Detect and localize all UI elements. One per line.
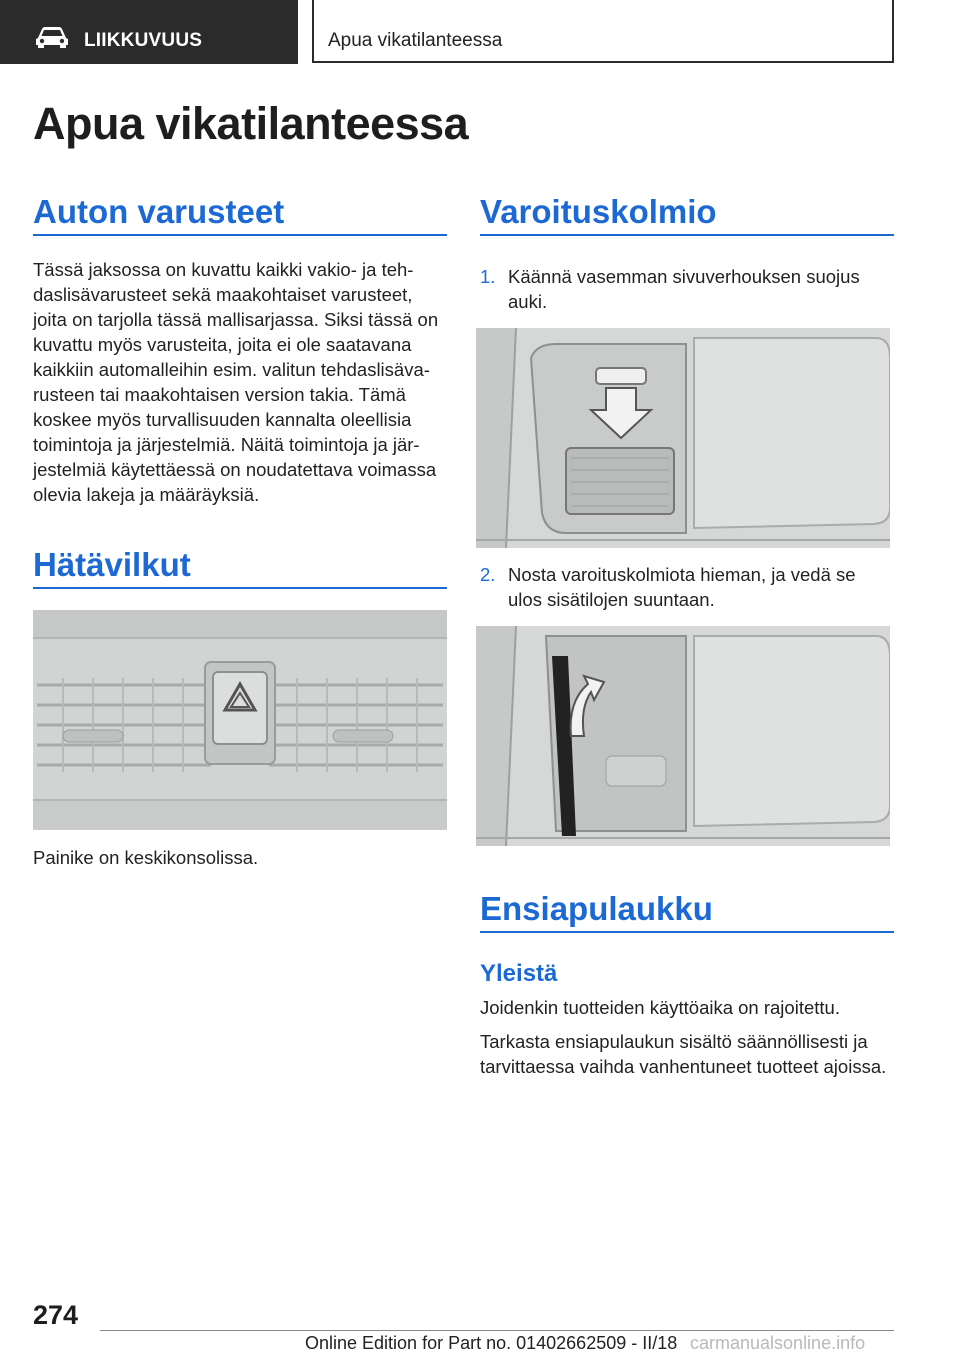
step-number: 2. bbox=[480, 564, 496, 585]
heading-auton-varusteet: Auton varusteet bbox=[33, 193, 285, 230]
side-panel-figure bbox=[476, 328, 890, 548]
page-number: 274 bbox=[33, 1300, 79, 1330]
step-2 bbox=[480, 562, 894, 612]
step-1 bbox=[480, 264, 894, 314]
heading-rule bbox=[33, 234, 447, 236]
heading-ensiapulaukku: Ensiapulaukku bbox=[480, 890, 713, 927]
intro-line: kuvattu myös varusteita, joita ei ole saatavana bbox=[33, 334, 412, 355]
step-number: 1. bbox=[480, 266, 496, 287]
heading-rule bbox=[480, 931, 894, 933]
hazard-button-figure bbox=[33, 610, 447, 830]
warning-triangle-figure bbox=[476, 626, 890, 846]
heading-rule bbox=[33, 587, 447, 589]
footer-watermark: carmanualsonline.info bbox=[690, 1333, 866, 1353]
intro-line: toimintoja ja järjestelmiä. Näitä toimintoja ja jär‐ bbox=[33, 434, 420, 455]
page-header bbox=[312, 0, 894, 63]
page-header-label: Apua vikatilanteessa bbox=[328, 30, 503, 51]
intro-line: Tässä jaksossa on kuvattu kaikki vakio- ja teh‐ bbox=[33, 259, 414, 280]
intro-line: rusteen tai maakohtaisen version takia. Tämä bbox=[33, 384, 406, 405]
first-aid-paragraph-2: tarvittaessa vaihda vanhentuneet tuotteet ajoissa. bbox=[480, 1056, 887, 1077]
step-text: Käännä vasemman sivuverhouksen suojus bbox=[508, 266, 860, 287]
car-icon bbox=[34, 26, 70, 48]
heading-hatavilkut: Hätävilkut bbox=[33, 546, 191, 583]
intro-line: joita on tarjolla tässä mallisarjassa. Siksi tässä on bbox=[33, 309, 439, 330]
step-text: ulos sisätilojen suuntaan. bbox=[508, 589, 715, 610]
footer-edition: Online Edition for Part no. 01402662509 - II/18 bbox=[305, 1333, 678, 1353]
section-tab[interactable] bbox=[0, 0, 298, 64]
step-text: auki. bbox=[508, 291, 548, 312]
intro-line: kaikkiin automalleihin esim. valitun tehdaslisäva‐ bbox=[33, 359, 430, 380]
heading-rule bbox=[480, 234, 894, 236]
step-text: Nosta varoituskolmiota hieman, ja vedä se bbox=[508, 564, 856, 585]
section-label: LIIKKUVUUS bbox=[84, 30, 203, 51]
intro-line: jestelmiä käytettäessä on noudatettava voimassa bbox=[33, 459, 437, 480]
hazard-caption: Painike on keskikonsolissa. bbox=[33, 847, 259, 868]
page-title: Apua vikatilanteessa bbox=[33, 98, 469, 149]
intro-line: daslisävarusteet sekä maakohtaiset varusteet, bbox=[33, 284, 413, 305]
intro-line: olevia lakeja ja määräyksiä. bbox=[33, 484, 260, 505]
intro-line: koskee myös turvallisuuden kannalta oleellisia bbox=[33, 409, 412, 430]
heading-varoituskolmio: Varoituskolmio bbox=[480, 193, 717, 230]
first-aid-paragraph-1: Joidenkin tuotteiden käyttöaika on rajoitettu. bbox=[480, 997, 840, 1018]
subheading-yleista: Yleistä bbox=[480, 960, 558, 987]
first-aid-paragraph-2: Tarkasta ensiapulaukun sisältö säännöllisesti ja bbox=[480, 1031, 868, 1052]
footer-rule bbox=[100, 1330, 894, 1331]
